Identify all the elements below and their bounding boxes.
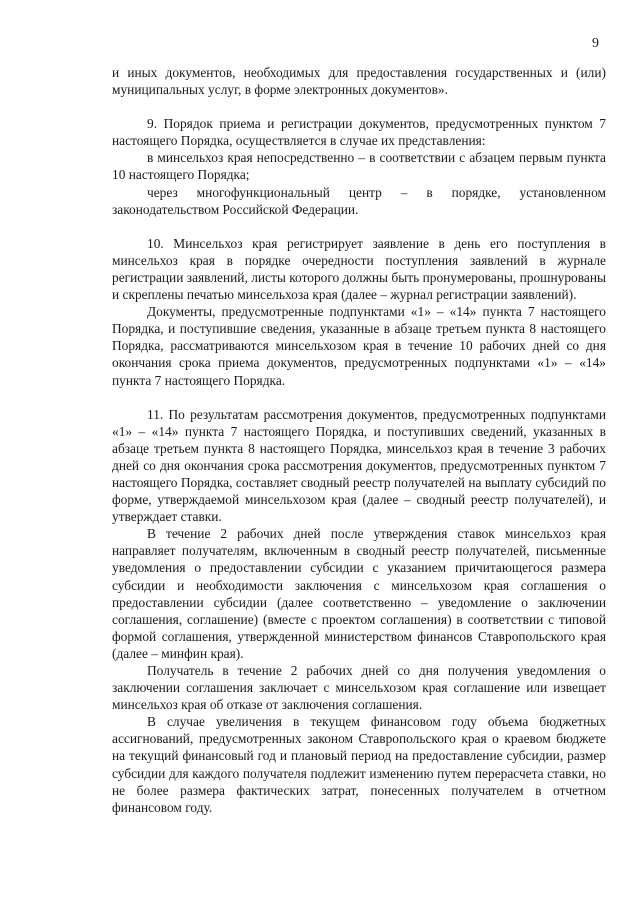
paragraph-item-11-agreement: Получатель в течение 2 рабочих дней со дня получения уведомления о заключении соглашения заключает с минсельхозом края соглашение или извещает минсельхоз края об отказе от заключения соглашения. (112, 663, 606, 713)
page-number: 9 (592, 36, 599, 51)
paragraph-item-11-notice: В течение 2 рабочих дней после утверждения ставок минсельхоз края направляет получателям, включенным в сводный реестр получателей, письменные уведомления о предоставлении субсидии с указанием причитающегося размера субсидии и необходимости заключения с минсельхозом края соглашения о предоставлении субсидии (далее соответственно – уведомление о заключении соглашения, соглашение) (вместе с проектом соглашения) в соответствии с типовой формой соглашения, утвержденной министерством финансов Ставропольского края (далее – минфин края). (112, 526, 606, 661)
paragraph-item-9-direct: в минсельхоз края непосредственно – в соответствии с абзацем первым пункта 10 настоящего Порядка; (112, 150, 606, 183)
paragraph-item-10: 10. Минсельхоз края регистрирует заявление в день его поступления в минсельхоз края в порядке очередности поступления заявлений в журнале регистрации заявлений, листы которого должны быть пронумерованы, прошнурованы и скреплены печатью минсельхоза края (далее – журнал регистрации заявлений). (112, 235, 606, 303)
paragraph-item-11-recalc: В случае увеличения в текущем финансовом году объема бюджетных ассигнований, предусмотренных законом Ставропольского края о краевом бюджете на текущий финансовый год и плановый период на предоставление субсидии, размер субсидии для каждого получателя подлежит изменению путем перерасчета ставки, но не более размера фактических затрат, понесенных получателем в отчетном финансовом году. (112, 714, 606, 815)
paragraph-continuation: и иных документов, необходимых для предоставления государственных и (или) муниципальных услуг, в форме электронных документов». (112, 65, 606, 98)
paragraph-item-11: 11. По результатам рассмотрения документов, предусмотренных подпунктами «1» – «14» пункта 7 настоящего Порядка, и поступивших сведений, указанных в абзаце третьем пункта 8 настоящего Порядка, минсельхоз края в течение 3 рабочих дней со дня окончания срока рассмотрения документов, предусмотренных пунктом 7 настоящего Порядка, составляет сводный реестр получателей на выплату субсидий по форме, утверждаемой минсельхозом края (далее – сводный реестр получателей), и утверждает ставки. (112, 406, 606, 525)
paragraph-item-10-review: Документы, предусмотренные подпунктами «1» – «14» пункта 7 настоящего Порядка, и поступившие сведения, указанные в абзаце третьем пункта 8 настоящего Порядка, рассматриваются минсельхозом края в течение 10 рабочих дней со дня окончания срока приема документов, предусмотренных подпунктами «1» – «14» пункта 7 настоящего Порядка. (112, 304, 606, 388)
paragraph-item-9-mfc: через многофункциональный центр – в порядке, установленном законодательством Российской Федерации. (112, 184, 606, 217)
document-body (112, 64, 606, 816)
paragraph-item-9: 9. Порядок приема и регистрации документов, предусмотренных пунктом 7 настоящего Порядка, осуществляется в случае их представления: (112, 116, 606, 149)
